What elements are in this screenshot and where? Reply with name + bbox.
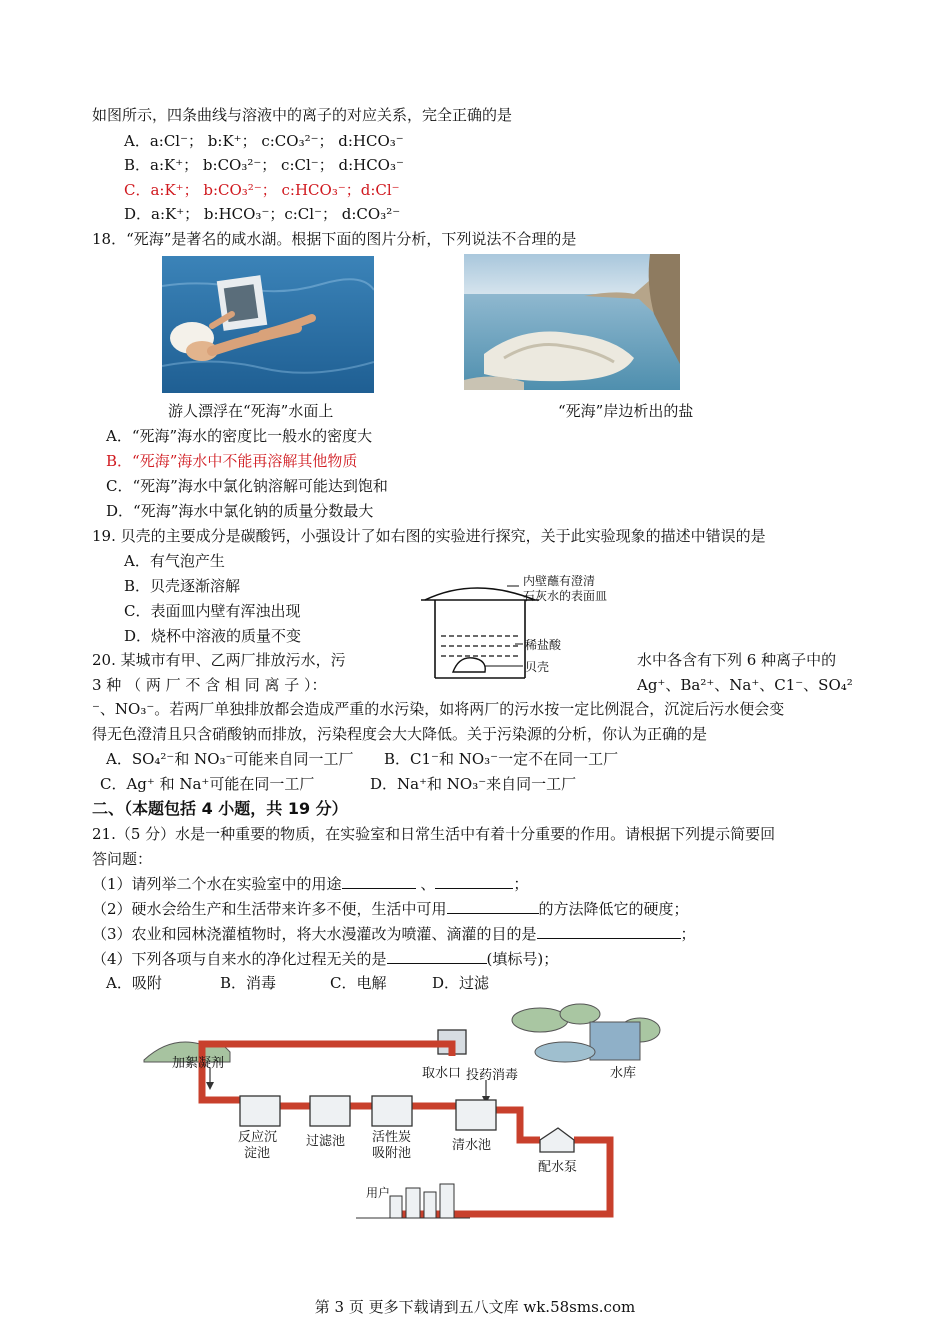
q19-option-d: D．烧杯中溶液的质量不变 — [124, 627, 302, 645]
q19-option-b: B．贝壳逐渐溶解 — [124, 577, 241, 595]
label-pump: 配水泵 — [538, 1160, 578, 1175]
q21-stem2: 答问题： — [92, 850, 153, 868]
q20-line1-right: 水中各含有下列 6 种离子中的 — [637, 651, 837, 669]
q18-option-d: D．“死海”海水中氯化钠的质量分数最大 — [106, 502, 374, 520]
q19-option-a: A．有气泡产生 — [124, 552, 225, 570]
label-tank2: 过滤池 — [306, 1134, 346, 1149]
q21-part1-sep: 、 — [420, 875, 436, 893]
dish-label-line1: 内壁蘸有澄清 — [523, 574, 596, 588]
q18-option-b: B．“死海”海水中不能再溶解其他物质 — [106, 452, 358, 470]
q20-line2-right: Ag⁺、Ba²⁺、Na⁺、C1⁻、SO₄² — [637, 676, 853, 694]
q21-part4 — [92, 948, 558, 969]
q20-option-a: A．SO₄²⁻和 NO₃⁻可能来自同一工厂 — [106, 750, 354, 768]
dead-sea-salt-shore-photo — [464, 254, 680, 390]
q21-blank-1a[interactable] — [342, 873, 416, 889]
label-coagulant: 加絮凝剂 — [172, 1056, 225, 1071]
label-tank3-line1: 活性炭 — [372, 1130, 412, 1145]
q21-part2-text: （2）硬水会给生产和生活带来许多不便，生活中可用 — [92, 900, 447, 918]
q17-option-a: A．a:Cl⁻； b:K⁺； c:CO₃²⁻； d:HCO₃⁻ — [124, 132, 404, 150]
q19-option-c: C．表面皿内壁有浑浊出现 — [124, 602, 301, 620]
label-tank3-line2: 吸附池 — [372, 1146, 412, 1161]
q21-option-a: A．吸附 — [106, 974, 162, 992]
shell-label: 贝壳 — [525, 660, 550, 674]
label-intake: 取水口 — [422, 1066, 462, 1081]
q20-option-d: D．Na⁺和 NO₃⁻来自同一工厂 — [370, 775, 577, 793]
q21-part4-end: (填标号)； — [486, 950, 559, 968]
water-treatment-diagram — [140, 1000, 662, 1228]
q21-option-d: D．过滤 — [432, 974, 490, 992]
q20-line1-left: 20. 某城市有甲、乙两厂排放污水，污 — [92, 651, 346, 669]
q19-stem: 19. 贝壳的主要成分是碳酸钙，小强设计了如右图的实验进行探究，关于此实验现象的描述中错误的是 — [92, 527, 766, 545]
q21-part1-text: （1）请列举二个水在实验室中的用途 — [92, 875, 342, 893]
label-tank4: 清水池 — [452, 1138, 492, 1153]
q21-part3-end: ； — [680, 925, 696, 943]
page-footer: 第 3 页 更多下载请到五八文库 wk.58sms.com — [314, 1298, 636, 1316]
beaker-diagram — [415, 570, 635, 690]
q20-line2-left: 3 种 （ 两 厂 不 含 相 同 离 子 ）： — [92, 676, 327, 694]
q18-stem: 18．“死海”是著名的咸水湖。根据下面的图片分析，下列说法不合理的是 — [92, 230, 577, 248]
q21-part1-end: ； — [513, 875, 529, 893]
q18-option-a: A．“死海”海水的密度比一般水的密度大 — [106, 427, 373, 445]
q21-part1 — [92, 873, 528, 894]
q20-option-c: C．Ag⁺ 和 Na⁺可能在同一工厂 — [100, 775, 315, 793]
q20-option-b: B．C1⁻和 NO₃⁻一定不在同一工厂 — [384, 750, 619, 768]
q18-option-c: C．“死海”海水中氯化钠溶解可能达到饱和 — [106, 477, 388, 495]
q17-option-c: C．a:K⁺； b:CO₃²⁻； c:HCO₃⁻；d:Cl⁻ — [124, 181, 400, 199]
q21-option-c: C．电解 — [330, 974, 387, 992]
label-tank1-line1: 反应沉 — [238, 1130, 278, 1145]
label-reservoir: 水库 — [610, 1066, 637, 1081]
section2-title: 二、（本题包括 4 小题，共 19 分） — [92, 799, 348, 818]
label-disinfect: 投药消毒 — [466, 1068, 519, 1083]
q21-blank-3[interactable] — [537, 923, 681, 939]
label-tank1-line2: 淀池 — [244, 1146, 271, 1161]
q21-blank-2[interactable] — [447, 898, 539, 914]
q21-part3 — [92, 923, 696, 944]
q18-caption-right: “死海”岸边析出的盐 — [558, 402, 694, 420]
q21-part2 — [92, 898, 689, 919]
q20-line3: ⁻、NO₃⁻。若两厂单独排放都会造成严重的水污染，如将两厂的污水按一定比例混合，沉淀后污水便会变 — [92, 700, 785, 718]
q21-part4-text: （4）下列各项与自来水的净化过程无关的是 — [92, 950, 387, 968]
q17-option-d: D．a:K⁺； b:HCO₃⁻；c:Cl⁻； d:CO₃²⁻ — [124, 205, 401, 223]
acid-label: 稀盐酸 — [525, 638, 562, 652]
label-user: 用户 — [366, 1186, 391, 1200]
q21-option-b: B．消毒 — [220, 974, 277, 992]
q21-blank-1b[interactable] — [435, 873, 513, 889]
q18-caption-left: 游人漂浮在“死海”水面上 — [168, 402, 334, 420]
q17-stem: 如图所示，四条曲线与溶液中的离子的对应关系，完全正确的是 — [92, 106, 513, 124]
q21-part3-text: （3）农业和园林浇灌植物时，将大水漫灌改为喷灌、滴灌的目的是 — [92, 925, 537, 943]
q20-line4: 得无色澄清且只含硝酸钠而排放，污染程度会大大降低。关于污染源的分析，你认为正确的是 — [92, 725, 708, 743]
dish-label-line2: 石灰水的表面皿 — [523, 589, 608, 603]
q21-part2-end: 的方法降低它的硬度； — [538, 900, 689, 918]
q21-blank-4[interactable] — [387, 948, 487, 964]
dead-sea-floating-photo — [162, 256, 374, 393]
q21-stem1: 21.（5 分）水是一种重要的物质，在实验室和日常生活中有着十分重要的作用。请根据下列提示简要回 — [92, 825, 776, 843]
q17-option-b: B．a:K⁺； b:CO₃²⁻； c:Cl⁻； d:HCO₃⁻ — [124, 156, 404, 174]
